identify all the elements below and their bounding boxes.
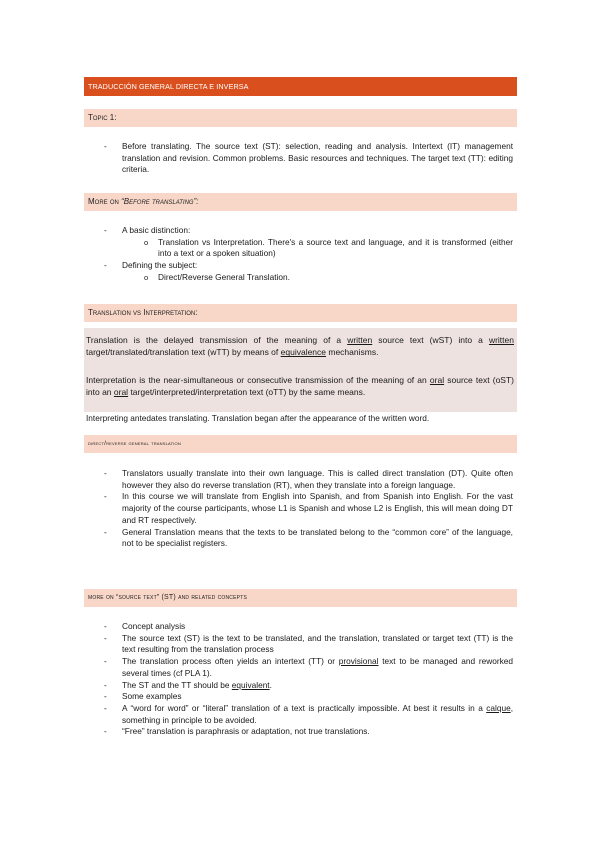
direct-reverse-heading: [84, 435, 517, 453]
source-text-list: [100, 621, 513, 738]
list-item: [100, 656, 513, 679]
sub-list: [122, 237, 513, 260]
text-run: .: [269, 679, 272, 690]
text-run: , something in principle to be avoided.: [122, 702, 513, 725]
underlined-term: provisional: [338, 656, 379, 667]
history-note: Interpreting antedates translating. Translation began after the appearance of the written word.: [86, 413, 430, 423]
document-title: TRADUCCIÓN GENERAL DIRECTA E INVERSA: [88, 82, 249, 91]
text-run: source text (wST) into a: [372, 335, 489, 345]
list-item: - Before translating. The source text (ST): selection, reading and analysis. Intertext (IT) management translation and revision. Common problems. Basic resources and techniques. The target text (TT): editing criteria.: [100, 141, 513, 176]
underlined-term: oral: [429, 375, 445, 385]
direct-reverse-heading-text: direct/reverse general translation: [88, 440, 181, 447]
list-item-text: A basic distinction:: [122, 225, 191, 235]
source-text-heading-text: more on “source text” (ST) and related concepts: [88, 594, 247, 601]
text-run: A “word for word” or “literal” translation of a text is practically impossible. At best it results in a: [122, 702, 487, 713]
text-run: Interpretation is the near-simultaneous or consecutive transmission of the meaning of an: [86, 375, 430, 385]
more-before-prefix: More on: [88, 197, 122, 206]
sub-list-item: o Translation vs Interpretation. There's a source text and language, and it is transformed (either into a text or a spoken situation): [122, 237, 513, 260]
more-before-heading: [84, 193, 517, 211]
list-item: [100, 260, 513, 283]
text-run: mechanisms.: [326, 347, 379, 358]
sub-list-item: o Direct/Reverse General Translation.: [122, 272, 513, 284]
more-before-list: [100, 225, 513, 284]
list-item: - Translators usually translate into their own language. This is called direct translation (DT). Quite often however they also do reverse translation (RT), when they translate into a foreign language.: [100, 468, 513, 491]
list-item-text: Defining the subject:: [122, 260, 198, 271]
list-item: [100, 225, 513, 260]
list-item: - General Translation means that the texts to be translated belong to the “common core” of the language, not to be specialist registers.: [100, 527, 513, 550]
list-item: - Concept analysis: [100, 621, 513, 633]
underlined-term: written: [488, 335, 514, 345]
document-title-bar: [84, 77, 517, 96]
underlined-term: equivalence: [280, 347, 327, 358]
underlined-term: oral: [113, 387, 129, 398]
list-item: - The source text (ST) is the text to be translated, and the translation, translated or target text (TT) is the text resulting from the translation process: [100, 633, 513, 656]
text-run: text to be managed and reworked several times (cf PLA 1).: [122, 656, 514, 678]
source-text-heading: [84, 589, 517, 607]
underlined-term: written: [347, 335, 373, 345]
direct-reverse-list: [100, 468, 513, 550]
text-run: source text (oST) into an: [86, 375, 514, 398]
list-item: - In this course we will translate from English into Spanish, and from Spanish into English. For the vast majority of the course participants, whose L1 is Spanish and whose L2 is English, this will mean doing DT and RT respectively.: [100, 491, 513, 526]
list-item: [100, 703, 513, 726]
topic-heading: [84, 109, 517, 127]
translation-definition: [86, 334, 514, 359]
trans-interp-heading-text: Translation vs Interpretation:: [88, 308, 198, 317]
text-run: Translation is the delayed transmission of the meaning of a: [86, 335, 348, 345]
list-item: - “Free” translation is paraphrasis or adaptation, not true translations.: [100, 726, 513, 738]
sub-list: [122, 272, 513, 284]
underlined-term: calque: [486, 702, 511, 713]
list-item: [100, 680, 513, 692]
underlined-term: equivalent: [231, 679, 270, 690]
text-run: The ST and the TT should be: [122, 679, 232, 690]
list-item: - Some examples: [100, 691, 513, 703]
more-before-quote: “Before translating”:: [121, 197, 199, 206]
interpretation-definition: [86, 374, 514, 399]
text-run: The translation process often yields an intertext (TT) or: [122, 656, 339, 667]
topic-list: [100, 141, 513, 176]
text-run: target/interpreted/interpretation text (oTT) by the same means.: [128, 387, 366, 398]
trans-interp-heading: [84, 304, 517, 322]
topic-heading-text: Topic 1:: [88, 113, 117, 122]
text-run: target/translated/translation text (wTT) by means of: [86, 347, 281, 358]
